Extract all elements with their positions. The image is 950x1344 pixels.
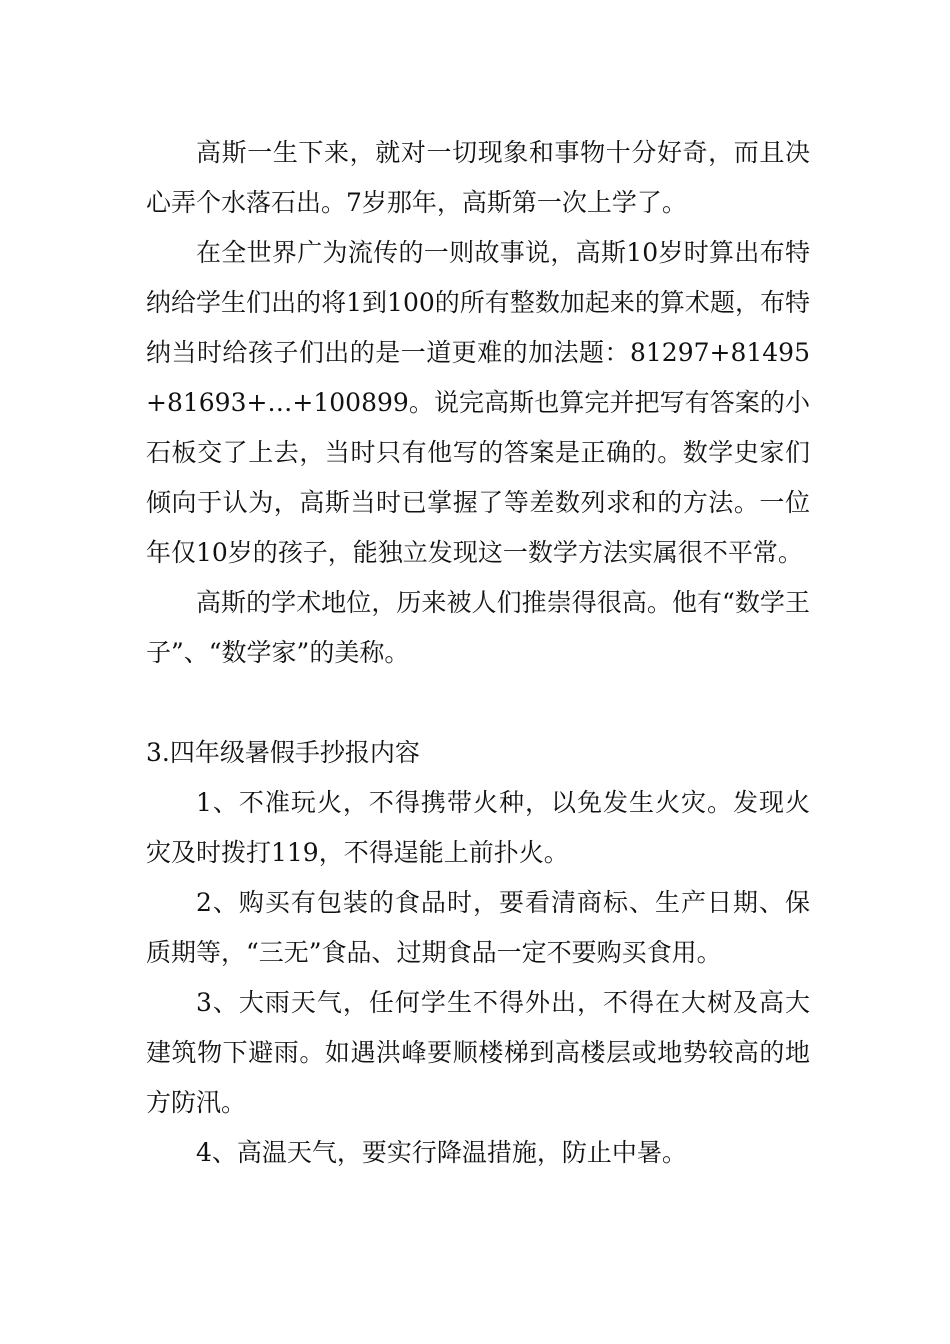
paragraph-gauss-childhood: 高斯一生下来，就对一切现象和事物十分好奇，而且决心弄个水落石出。7岁那年，高斯第一次上学了。 xyxy=(146,138,810,217)
paragraph-gauss-status: 高斯的学术地位，历来被人们推崇得很高。他有“数学王子”、“数学家”的美称。 xyxy=(146,588,810,667)
safety-item-food: 2、购买有包装的食品时，要看清商标、生产日期、保质期等，“三无”食品、过期食品一定不要购买食用。 xyxy=(146,888,810,967)
paragraph-gauss-story: 在全世界广为流传的一则故事说，高斯10岁时算出布特纳给学生们出的将1到100的所有整数加起来的算术题，布特纳当时给孩子们出的是一道更难的加法题：81297+81495+81693+…+100899。说完高斯也算完并把写有答案的小石板交了上去，当时只有他写的答案是正确的。数学史家们倾向于认为，高斯当时已掌握了等差数列求和的方法。一位年仅10岁的孩子，能独立发现这一数学方法实属很不平常。 xyxy=(146,238,810,567)
section-heading: 3.四年级暑假手抄报内容 xyxy=(146,738,420,767)
safety-item-rain: 3、大雨天气，任何学生不得外出，不得在大树及高大建筑物下避雨。如遇洪峰要顺楼梯到高楼层或地势较高的地方防汛。 xyxy=(146,988,810,1117)
document-body xyxy=(146,128,810,1178)
section-gap xyxy=(146,678,810,728)
safety-item-fire: 1、不准玩火，不得携带火种，以免发生火灾。发现火灾及时拨打119，不得逞能上前扑火。 xyxy=(146,788,810,867)
safety-item-heat: 4、高温天气，要实行降温措施，防止中暑。 xyxy=(196,1138,687,1167)
